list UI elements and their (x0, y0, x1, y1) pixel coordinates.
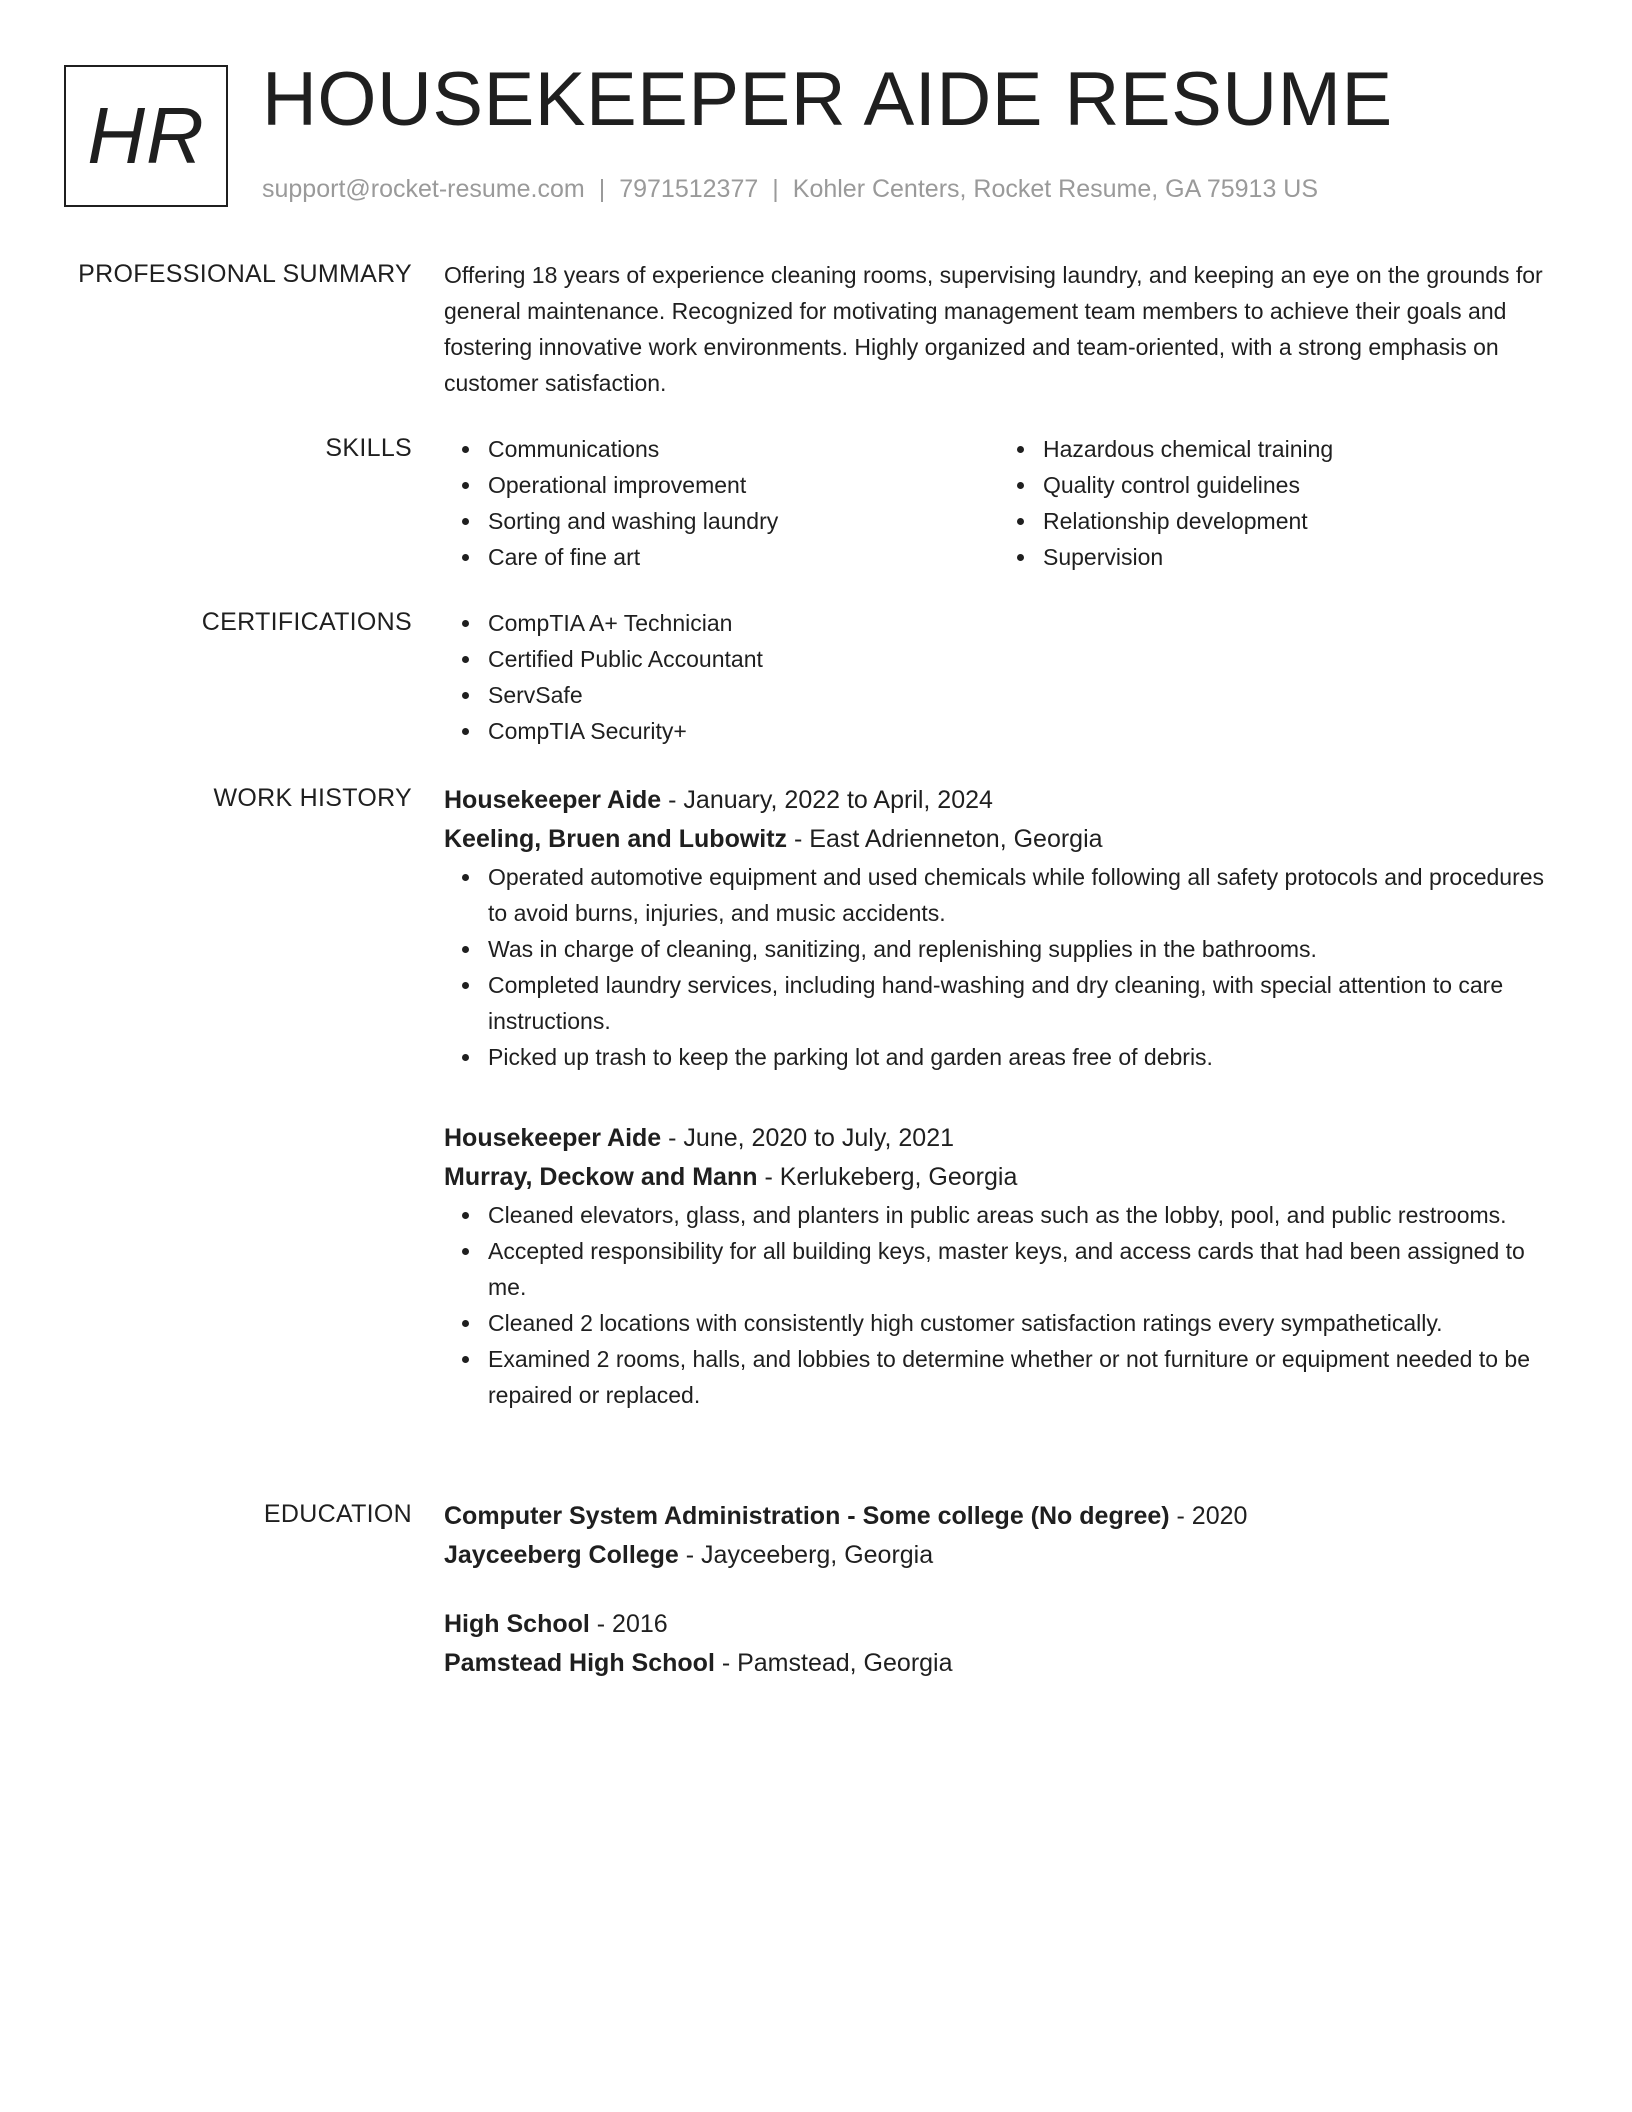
education-degree-line (444, 1497, 1554, 1536)
job-company: Murray, Deckow and Mann (444, 1163, 758, 1191)
education-year: - 2016 (589, 1610, 668, 1638)
education-school-line (444, 1536, 1554, 1575)
education-school: Pamstead High School (444, 1649, 715, 1677)
education-degree: High School (444, 1610, 590, 1638)
education-location: - Pamstead, Georgia (714, 1649, 953, 1677)
education-label: EDUCATION (263, 1500, 412, 1528)
list-item: Was in charge of cleaning, sanitizing, and replenishing supplies in the bathrooms. (488, 931, 1554, 967)
contact-separator: | (598, 175, 606, 203)
list-item: CompTIA Security+ (488, 713, 1554, 749)
skills-label: SKILLS (325, 434, 412, 462)
education-entry (444, 1605, 1554, 1683)
job-title-line (444, 1119, 1554, 1158)
list-item: Quality control guidelines (1043, 467, 1554, 503)
job-company-line (444, 1158, 1554, 1197)
list-item: Completed laundry services, including hand-washing and dry cleaning, with special attention to care instructions. (488, 967, 1554, 1039)
education-school-line (444, 1644, 1554, 1683)
job-title-line (444, 781, 1554, 820)
contact-line (262, 172, 1318, 206)
job-company-line (444, 820, 1554, 859)
education-degree: Computer System Administration - Some college (No degree) (444, 1502, 1170, 1530)
list-item: Care of fine art (488, 539, 999, 575)
summary-label: PROFESSIONAL SUMMARY (78, 260, 412, 288)
list-item: Hazardous chemical training (1043, 431, 1554, 467)
list-item: Cleaned elevators, glass, and planters in public areas such as the lobby, pool, and public restrooms. (488, 1197, 1554, 1233)
monogram-logo: HR (64, 65, 228, 207)
education-year: - 2020 (1169, 1502, 1248, 1530)
contact-separator: | (772, 175, 779, 203)
certifications-body (444, 605, 1554, 749)
list-item: Picked up trash to keep the parking lot and garden areas free of debris. (488, 1039, 1554, 1075)
job-title: Housekeeper Aide (444, 1124, 662, 1152)
job-title: Housekeeper Aide (444, 786, 662, 814)
summary-body (444, 257, 1554, 401)
education-degree-line (444, 1605, 1554, 1644)
list-item: Operated automotive equipment and used chemicals while following all safety protocols and procedures to avoid burns, injuries, and music accidents. (488, 859, 1554, 931)
job-location: - East Adrienneton, Georgia (787, 825, 1103, 853)
certifications-list (444, 605, 1554, 749)
job-duties-list (444, 859, 1554, 1075)
list-item: Certified Public Accountant (488, 641, 1554, 677)
skills-list-left (444, 431, 999, 575)
summary-text: Offering 18 years of experience cleaning rooms, supervising laundry, and keeping an eye on the grounds for general maintenance. Recognized for motivating management team members to achieve their goals and fostering innovative work environments. Highly organized and team-oriented, with a strong emphasis on customer satisfaction. (444, 262, 1543, 396)
contact-email: support@rocket-resume.com (262, 175, 585, 203)
contact-phone: 7971512377 (619, 175, 759, 203)
job-duties-list (444, 1197, 1554, 1413)
list-item: Examined 2 rooms, halls, and lobbies to determine whether or not furniture or equipment needed to be repaired or replaced. (488, 1341, 1554, 1413)
certifications-label: CERTIFICATIONS (201, 608, 412, 636)
list-item: Accepted responsibility for all building keys, master keys, and access cards that had been assigned to me. (488, 1233, 1554, 1305)
skills-body (444, 431, 1554, 575)
list-item: Operational improvement (488, 467, 999, 503)
job-dates: - June, 2020 to July, 2021 (661, 1124, 955, 1152)
list-item: CompTIA A+ Technician (488, 605, 1554, 641)
list-item: ServSafe (488, 677, 1554, 713)
list-item: Relationship development (1043, 503, 1554, 539)
job-location: - Kerlukeberg, Georgia (757, 1163, 1018, 1191)
resume-title: HOUSEKEEPER AIDE RESUME (262, 57, 1393, 142)
skills-list-right (999, 431, 1554, 575)
job-entry (444, 781, 1554, 1075)
job-entry (444, 1119, 1554, 1413)
list-item: Supervision (1043, 539, 1554, 575)
list-item: Sorting and washing laundry (488, 503, 999, 539)
education-school: Jayceeberg College (444, 1541, 679, 1569)
education-entry (444, 1497, 1554, 1575)
list-item: Cleaned 2 locations with consistently high customer satisfaction ratings every sympathetically. (488, 1305, 1554, 1341)
job-company: Keeling, Bruen and Lubowitz (444, 825, 788, 853)
education-location: - Jayceeberg, Georgia (678, 1541, 934, 1569)
list-item: Communications (488, 431, 999, 467)
work-history-label: WORK HISTORY (213, 784, 412, 812)
contact-address: Kohler Centers, Rocket Resume, GA 75913 US (792, 175, 1319, 203)
job-dates: - January, 2022 to April, 2024 (661, 786, 993, 814)
